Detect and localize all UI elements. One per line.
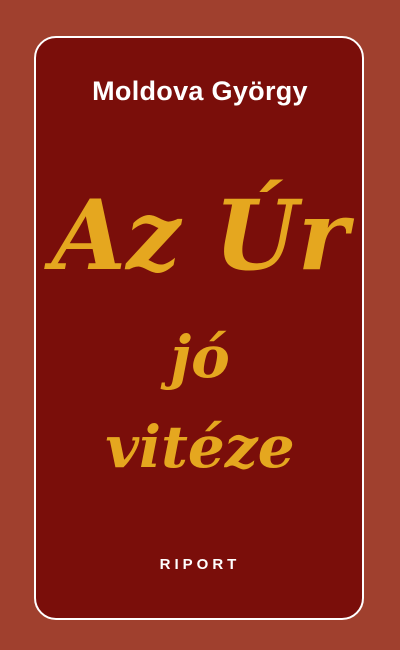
author-name: Moldova György <box>92 76 308 106</box>
title-line-2: jó <box>170 323 230 391</box>
title-line-3: vitéze <box>105 413 295 481</box>
title-line-1: Az Úr <box>51 179 349 292</box>
genre-label: RIPORT <box>159 556 241 573</box>
